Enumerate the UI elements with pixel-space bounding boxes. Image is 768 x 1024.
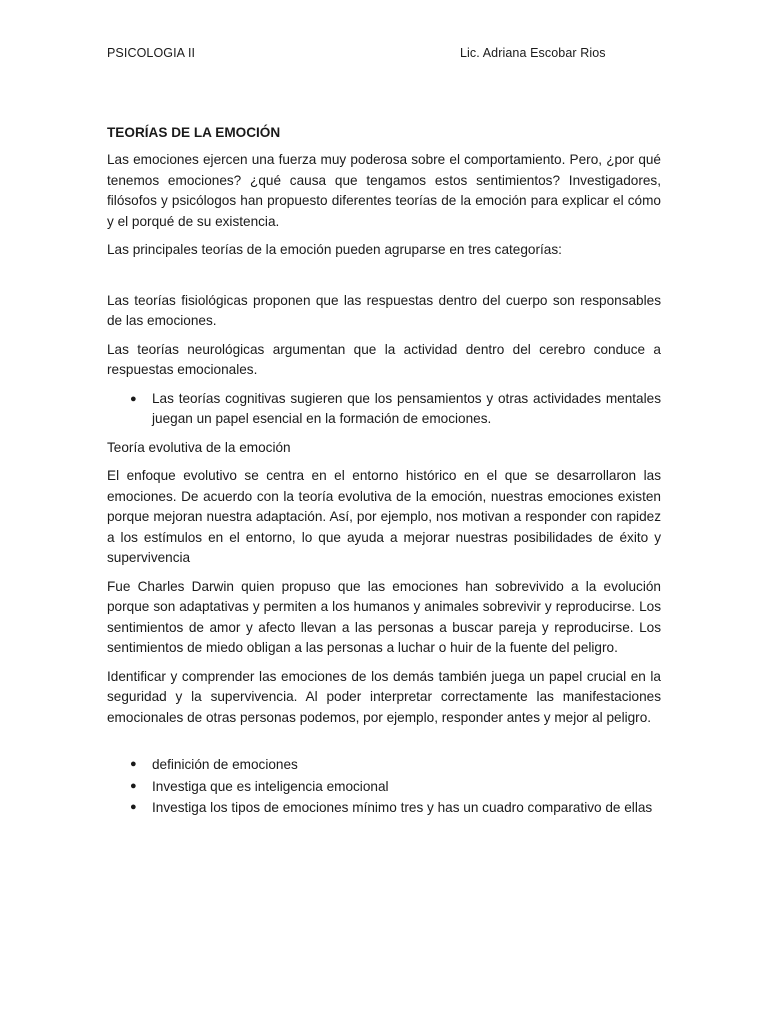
bullet-icon: ●: [130, 779, 137, 792]
list-item: [107, 389, 661, 430]
document-title: TEORÍAS DE LA EMOCIÓN: [107, 125, 281, 140]
header-course: PSICOLOGIA II: [107, 46, 196, 60]
physiological-paragraph: Las teorías fisiológicas proponen que las respuestas dentro del cuerpo son responsables de las emociones.: [107, 292, 661, 328]
bullet-icon: ●: [130, 392, 137, 405]
evolutionary-paragraph-3: Identificar y comprender las emociones de los demás también juega un papel crucial en la seguridad y la supervivencia. Al poder interpretar correctamente las manifestaciones emocionales de otras personas podemos, por ejemplo, responder antes y mejor al peligro.: [107, 668, 661, 725]
list-item: [107, 776, 661, 798]
neurological-paragraph: Las teorías neurológicas argumentan que la actividad dentro del cerebro conduce a respuestas emocionales.: [107, 341, 661, 377]
spacer: [107, 269, 661, 291]
cognitive-text: Las teorías cognitivas sugieren que los pensamientos y otras actividades mentales juegan un papel esencial en la formación de emociones.: [152, 390, 661, 426]
evolutionary-paragraph-1: El enfoque evolutivo se centra en el entorno histórico en el que se desarrollaron las emociones. De acuerdo con la teoría evolutiva de la emoción, nuestras emociones existen porque mejoran nuestra adaptación. Así, por ejemplo, nos motivan a responder con rapidez a los estímulos en el entorno, lo que ayuda a mejorar nuestras posibilidades de éxito y supervivencia: [107, 468, 661, 565]
list-item: [107, 797, 661, 819]
task-text: definición de emociones: [152, 757, 298, 772]
evolutionary-heading: Teoría evolutiva de la emoción: [107, 439, 291, 455]
spacer: [107, 736, 661, 754]
document-body: [107, 124, 661, 819]
categories-intro-paragraph: Las principales teorías de la emoción pueden agruparse en tres categorías:: [107, 242, 562, 257]
header-teacher: Lic. Adriana Escobar Rios: [460, 46, 606, 60]
evolutionary-paragraph-2: Fue Charles Darwin quien propuso que las emociones han sobrevivido a la evolución porque son adaptativas y permiten a los humanos y animales sobrevivir y reproducirse. Los sentimientos de amor y afecto llevan a las personas a buscar pareja y reproducirse. Los sentimientos de miedo obligan a las personas a luchar o huir de la fuente del peligro.: [107, 578, 661, 655]
task-list: [107, 754, 661, 819]
bullet-icon: ●: [130, 758, 137, 770]
task-text: Investiga que es inteligencia emocional: [152, 778, 389, 794]
bullet-icon: ●: [130, 801, 137, 813]
list-item: [107, 754, 661, 776]
task-text: Investiga los tipos de emociones mínimo tres y has un cuadro comparativo de ellas: [152, 800, 653, 815]
cognitive-list: [107, 389, 661, 430]
intro-paragraph: Las emociones ejercen una fuerza muy poderosa sobre el comportamiento. Pero, ¿por qué tenemos emociones? ¿qué causa que tengamos estos sentimientos? Investigadores, filósofos y psicólogos han propuesto diferentes teorías de la emoción para explicar el cómo y el porqué de su existencia.: [107, 152, 661, 229]
